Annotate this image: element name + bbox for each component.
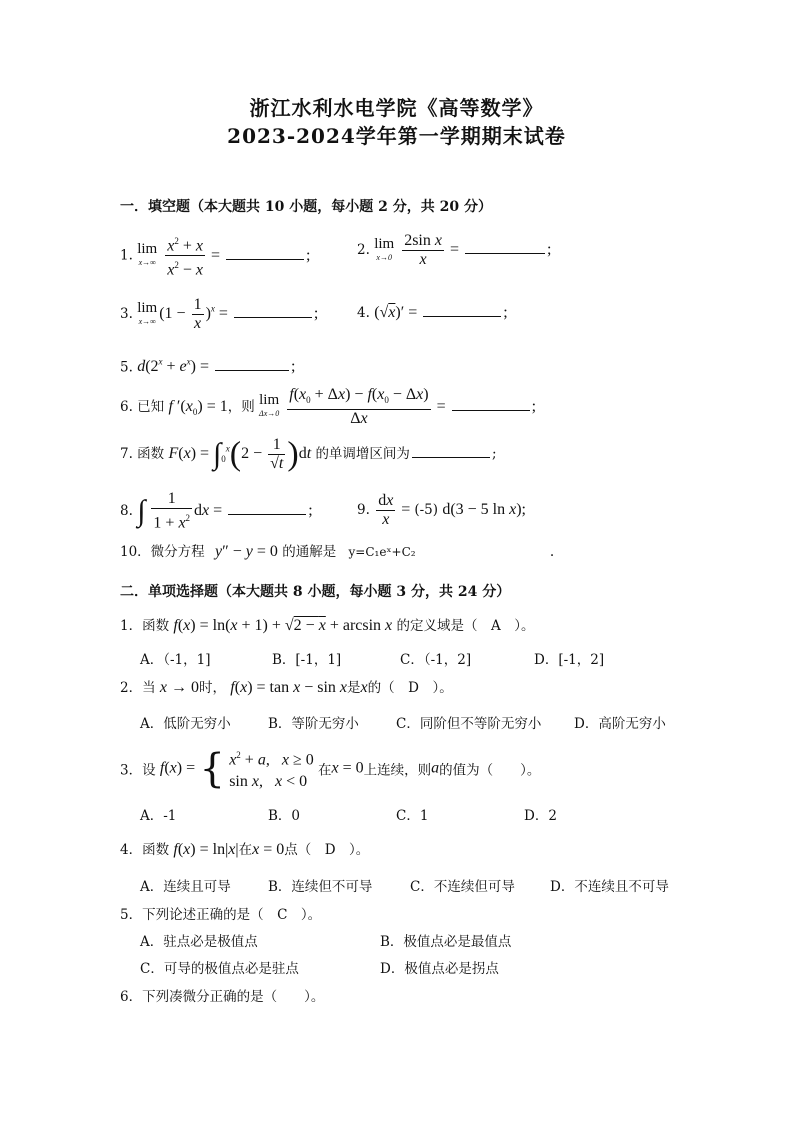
choice-q3-end: 的值为（ ）。 [439, 762, 541, 779]
exam-title-line2: 2023-2024学年第一学期期末试卷 [227, 124, 566, 148]
q8-number: 8. [120, 502, 133, 519]
choice-q4-opt-c: C．不连续但可导 [410, 879, 515, 895]
section2-header: 二．单项选择题（本大题共 8 小题，每小题 3 分，共 24 分） [120, 584, 511, 600]
choice-q2: 2．当 x → 0时， f(x) = tan x − sin x是x的（ D ）。 [120, 679, 453, 696]
choice-q1-suffix: 的定义域是（ A ）。 [396, 618, 535, 634]
fill-q9: 9. $\frac{dx}{x}$ = (-5) d(3 − 5 ln x); [357, 492, 526, 528]
choice-q1-opt-a: A．（-1，1] [140, 652, 211, 668]
choice-q2-opt-c: C．同阶但不等阶无穷小 [396, 716, 542, 732]
choice-q4-opt-d: D．不连续且不可导 [550, 879, 669, 895]
q7-prefix: 7. 函数 [120, 446, 165, 463]
choice-q4-mid: 在 [238, 842, 253, 858]
choice-q2-end: 的（ D ）。 [367, 680, 453, 696]
choice-q2-opt-b: B．等阶无穷小 [268, 716, 359, 732]
q5-number: 5. [120, 359, 133, 376]
choice-q2-opt-d: D．高阶无穷小 [574, 716, 666, 732]
choice-q5-opt-b: B．极值点必是最值点 [380, 934, 512, 950]
choice-q3-mid: 上连续，则 [363, 762, 432, 779]
choice-q4-opt-b: B．连续但不可导 [268, 879, 373, 895]
choice-q5-opt-a: A．驻点必是极值点 [140, 934, 258, 950]
fill-q7: 7. 函数 $F(x) = \int_0^x(2$ − $\frac{1}{√t}$ )dt 的单调增区间为 ; [120, 435, 497, 473]
choice-q2-mid: 时， [199, 680, 226, 696]
q7-tail: 的单调增区间为 [315, 446, 410, 463]
choice-q1-opt-d: D．[-1，2] [534, 652, 605, 668]
q9-answer: (-5) [414, 502, 439, 519]
choice-q4: 4．函数 f(x) = ln|x|在x = 0点（ D ）。 [120, 841, 370, 858]
choice-q2-opt-a: A．低阶无穷小 [140, 716, 231, 732]
choice-q3-suffix: 在 [318, 762, 332, 779]
fill-q2: 2. lim x→0 $\frac{\text{2sin x}}{x}$ = ; [357, 232, 552, 268]
q10-prefix: 10．微分方程 [120, 544, 205, 560]
choice-q5-opt-c: C．可导的极值点必是驻点 [140, 961, 299, 977]
choice-q6: 6．下列凑微分正确的是（ ）。 [120, 989, 325, 1005]
choice-q1: 1．函数 f(x) = ln(x + 1) + √2 − x + arcsin x 的定义域是（ A ）。 [120, 617, 535, 634]
q3-number: 3. [120, 306, 133, 323]
choice-q4-suffix: 点（ D ）。 [284, 842, 370, 858]
choice-q1-prefix: 1．函数 [120, 618, 170, 634]
choice-q3: 3．设 f(x) = { $x^2 + a$, x ≥ 0 sin x, x < 0 在x = 0上连续，则a的值为（ ）。 [120, 745, 541, 792]
fill-q1: 1. lim x→∞ $\frac{x^2 + x}{x^2 - x}$ = ; [120, 232, 310, 280]
choice-q1-opt-b: B．[-1，1] [272, 652, 342, 668]
fill-q3: 3. lim x→∞ (1 − $\frac{1}{x}$ )$^x$ = ; [120, 296, 319, 332]
q10-mid: 的通解是 [282, 544, 337, 560]
fill-q8: 8. ∫ $\frac{1}{1 + x^2}$ dx = ; [120, 490, 313, 532]
choice-q5-opt-d: D．极值点必是拐点 [380, 961, 499, 977]
q2-number: 2. [357, 242, 370, 259]
choice-q3-opt-b: B．0 [268, 808, 301, 824]
choice-q3-opt-a: A．-1 [140, 808, 177, 824]
choice-q1-opt-c: C．（-1，2] [400, 652, 472, 668]
choice-q3-opt-c: C．1 [396, 808, 429, 824]
fill-q4: 4. (√x)′ = ; [357, 304, 508, 321]
q10-answer: y=C₁eˣ+C₂ [348, 545, 416, 559]
q9-number: 9. [357, 502, 370, 519]
choice-q2-suffix: 是 [347, 680, 361, 696]
choice-q5: 5．下列论述正确的是（ C ）。 [120, 907, 322, 923]
exam-title-line1: 浙江水利水电学院《高等数学》 [249, 96, 544, 120]
choice-q4-prefix: 4．函数 [120, 842, 170, 858]
fill-q5: 5. $d(2^x + e^x)$ = ; [120, 357, 296, 376]
q4-number: 4. [357, 305, 370, 321]
choice-q4-opt-a: A．连续且可导 [140, 879, 231, 895]
fill-q6: 6. 已知 f $'(x_0) = 1$，则 lim Δx→0 $\frac{f(x_0 + \Delta x) - f(x_0 - \Delta x)}{\Delta x}$ = ; [120, 386, 537, 428]
choice-q2-prefix: 2．当 [120, 680, 156, 696]
section1-header: 一．填空题（本大题共 10 小题，每小题 2 分，共 20 分） [120, 199, 492, 215]
choice-q3-prefix: 3．设 [120, 762, 156, 779]
q1-number: 1. [120, 247, 133, 264]
choice-q3-opt-d: D．2 [524, 808, 557, 824]
q6-prefix: 6. 已知 [120, 398, 165, 415]
fill-q10: 10．微分方程 y″ − y = 0 的通解是 y=C₁eˣ+C₂ . [120, 543, 555, 560]
q6-mid: ，则 [227, 398, 255, 415]
